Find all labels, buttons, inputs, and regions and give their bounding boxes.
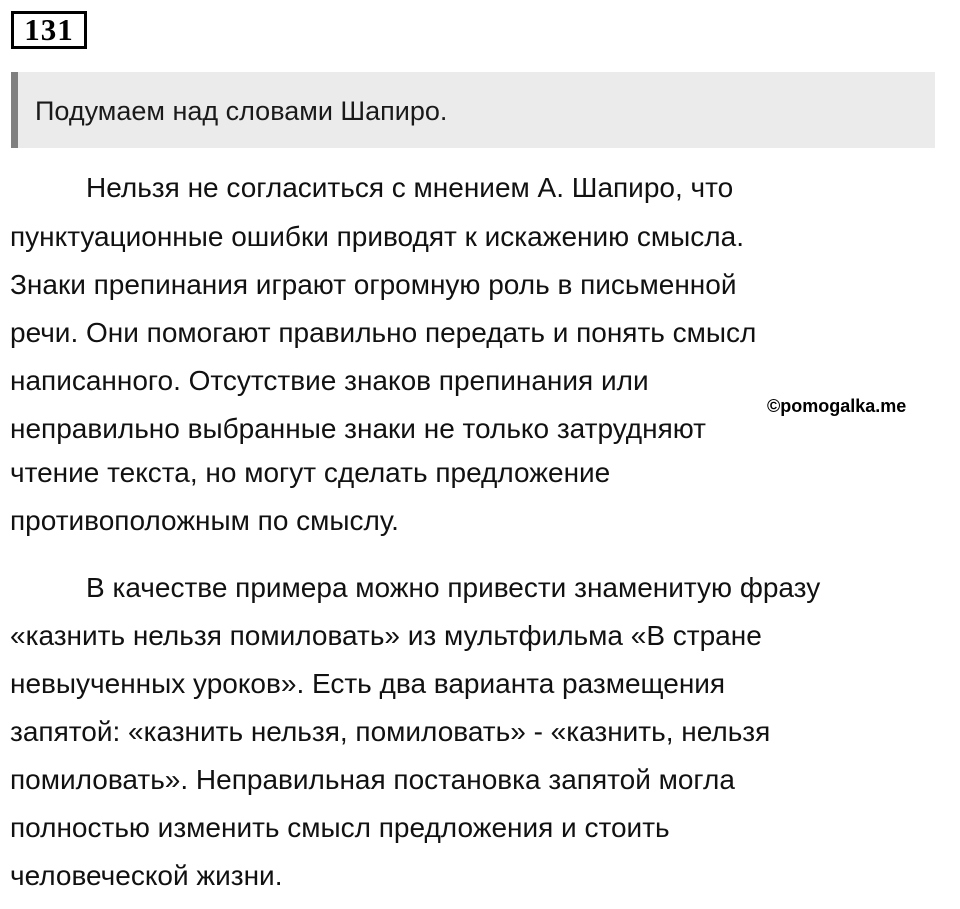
text-line: человеческой жизни.	[10, 860, 283, 891]
watermark: ©pomogalka.me	[767, 396, 907, 416]
text-line: В качестве примера можно привести знаменитую фразу	[86, 572, 821, 603]
text-line: невыученных уроков». Есть два варианта размещения	[10, 668, 726, 699]
text-line: Знаки препинания играют огромную роль в письменной	[10, 269, 737, 300]
text-line: чтение текста, но могут сделать предложение	[10, 457, 611, 488]
text-line: «казнить нельзя помиловать» из мультфильма «В стране	[10, 620, 762, 651]
text-line: помиловать». Неправильная постановка запятой могла	[10, 764, 735, 795]
text-line: написанного. Отсутствие знаков препинания или	[10, 365, 649, 396]
text-line: противоположным по смыслу.	[10, 505, 399, 536]
text-line: полностью изменить смысл предложения и стоить	[10, 812, 670, 843]
text-line: неправильно выбранные знаки не только затрудняют	[10, 413, 706, 444]
text-line: пунктуационные ошибки приводят к искажению смысла.	[10, 221, 744, 252]
task-header-text: Подумаем над словами Шапиро.	[35, 96, 448, 126]
task-header	[11, 72, 935, 148]
text-line: Нельзя не согласиться с мнением А. Шапиро, что	[86, 172, 734, 203]
text-line: запятой: «казнить нельзя, помиловать» - «казнить, нельзя	[10, 716, 771, 747]
task-number: 131	[11, 11, 87, 49]
text-line: речи. Они помогают правильно передать и понять смысл	[10, 317, 757, 348]
